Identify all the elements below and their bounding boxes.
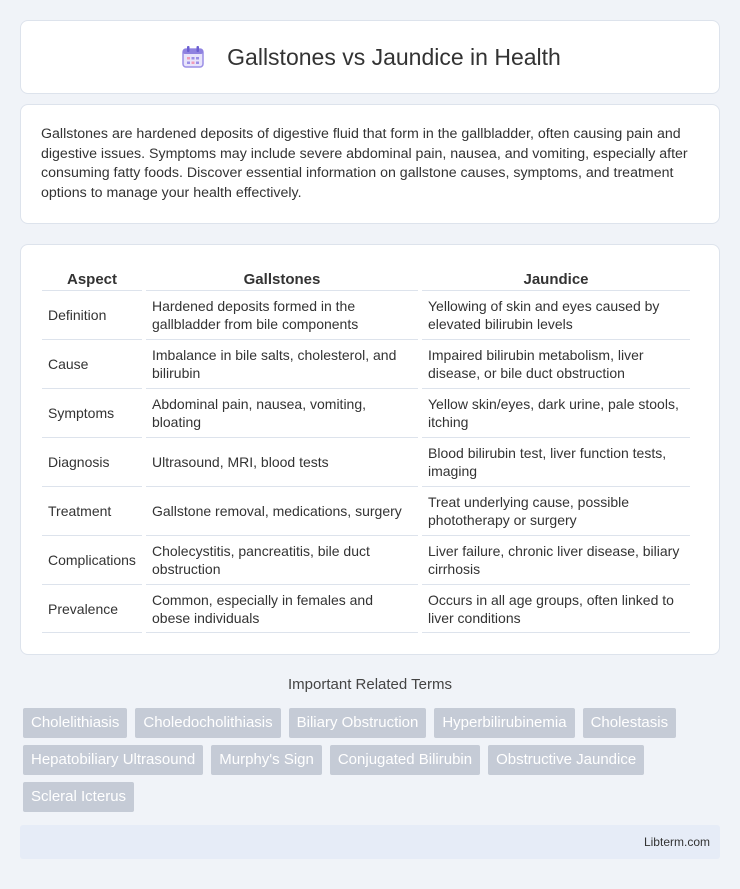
row-aspect: Symptoms [42,388,142,437]
row-aspect: Prevalence [42,584,142,633]
row-aspect: Treatment [42,486,142,535]
related-term-tag[interactable]: Choledocholithiasis [135,708,280,738]
comparison-table [38,265,694,633]
related-term-tag[interactable]: Hepatobiliary Ultrasound [23,745,203,775]
table-row [42,437,690,486]
calendar-icon [179,43,207,71]
row-jaundice: Occurs in all age groups, often linked to liver conditions [422,584,690,633]
table-row [42,290,690,339]
table-row [42,486,690,535]
row-aspect: Cause [42,339,142,388]
related-terms-title: Important Related Terms [288,676,452,693]
row-gallstones: Common, especially in females and obese individuals [146,584,418,633]
table-row [42,584,690,633]
header-card [20,20,720,94]
row-jaundice: Blood bilirubin test, liver function tests, imaging [422,437,690,486]
row-gallstones: Imbalance in bile salts, cholesterol, and bilirubin [146,339,418,388]
related-term-tag[interactable]: Obstructive Jaundice [488,745,644,775]
row-gallstones: Ultrasound, MRI, blood tests [146,437,418,486]
row-gallstones: Hardened deposits formed in the gallbladder from bile components [146,290,418,339]
header-gallstones: Gallstones [243,271,321,288]
row-jaundice: Liver failure, chronic liver disease, biliary cirrhosis [422,535,690,584]
related-terms-list [23,708,723,819]
footer-link[interactable]: Libterm.com [643,835,710,849]
intro-text: Gallstones are hardened deposits of digestive fluid that form in the gallbladder, often causing pain and digestive issues. Symptoms may include severe abdominal pain, nausea, and vomiting, especially after consuming fatty foods. Discover essential information on gallstone causes, symptoms, and treatment options to manage your health effectively. [41,126,688,201]
related-term-tag[interactable]: Cholestasis [583,708,677,738]
header-jaundice: Jaundice [523,271,589,288]
row-gallstones: Gallstone removal, medications, surgery [146,486,418,535]
comparison-card [20,244,720,655]
footer [20,825,720,859]
related-term-tag[interactable]: Murphy's Sign [211,745,322,775]
row-aspect: Complications [42,535,142,584]
table-row [42,388,690,437]
page-title: Gallstones vs Jaundice in Health [227,43,561,70]
intro-card [20,104,720,224]
header-aspect: Aspect [66,271,118,288]
related-term-tag[interactable]: Hyperbilirubinemia [434,708,574,738]
row-aspect: Definition [42,290,142,339]
table-row [42,339,690,388]
table-row [42,535,690,584]
row-jaundice: Treat underlying cause, possible phototherapy or surgery [422,486,690,535]
row-gallstones: Abdominal pain, nausea, vomiting, bloating [146,388,418,437]
row-aspect: Diagnosis [42,437,142,486]
related-term-tag[interactable]: Conjugated Bilirubin [330,745,480,775]
row-jaundice: Impaired bilirubin metabolism, liver disease, or bile duct obstruction [422,339,690,388]
row-jaundice: Yellow skin/eyes, dark urine, pale stools, itching [422,388,690,437]
row-jaundice: Yellowing of skin and eyes caused by elevated bilirubin levels [422,290,690,339]
table-header-row [42,265,690,290]
row-gallstones: Cholecystitis, pancreatitis, bile duct obstruction [146,535,418,584]
related-term-tag[interactable]: Biliary Obstruction [289,708,427,738]
related-term-tag[interactable]: Cholelithiasis [23,708,127,738]
related-term-tag[interactable]: Scleral Icterus [23,782,134,812]
